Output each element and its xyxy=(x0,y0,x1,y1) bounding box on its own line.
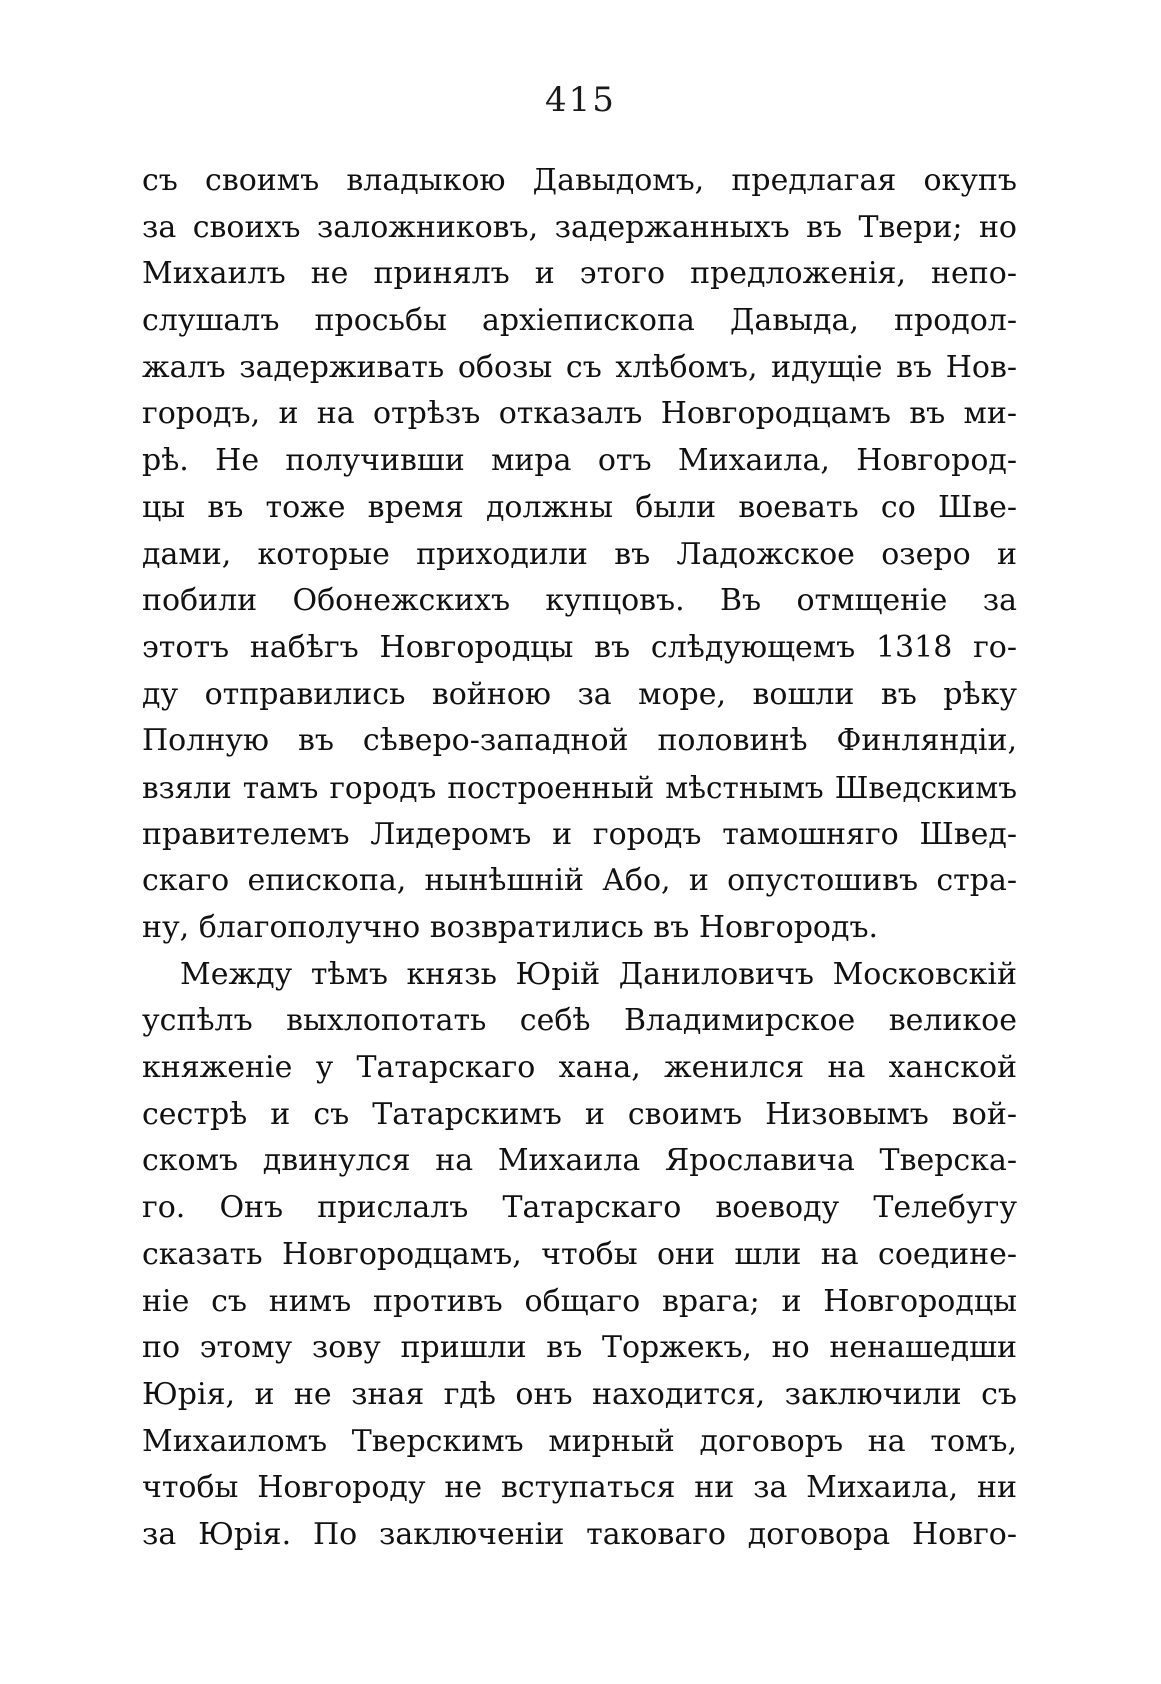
text-line: Между тѣмъ князь Юрій Даниловичъ Московскій xyxy=(180,956,1017,992)
text-line: Полную въ сѣверо-западной половинѣ Финляндіи, xyxy=(142,723,1017,759)
text-line: ду отправились войною за море, вошли въ рѣку xyxy=(142,676,1017,712)
text-line: цы въ тоже время должны были воевать со Шве- xyxy=(142,489,1017,525)
text-line: сказать Новгородцамъ, чтобы они шли на соедине- xyxy=(142,1236,1017,1272)
text-line: городъ, и на отрѣзъ отказалъ Новгородцамъ въ ми- xyxy=(142,396,1017,432)
text-line: ну, благополучно возвратились въ Новгородъ. xyxy=(142,910,879,945)
text-line: чтобы Новгороду не вступаться ни за Михаила, ни xyxy=(142,1470,1017,1506)
page-number: 415 xyxy=(545,80,616,120)
text-line: го. Онъ прислалъ Татарскаго воеводу Телебугу xyxy=(142,1190,1017,1226)
text-line: Михаилъ не принялъ и этого предложенія, непо- xyxy=(142,256,1017,292)
text-line: этотъ набѣгъ Новгородцы въ слѣдующемъ 1318 го- xyxy=(142,629,1017,665)
text-line: съ своимъ владыкою Давыдомъ, предлагая окупъ xyxy=(142,163,1017,198)
text-line: Юрія, и не зная гдѣ онъ находится, заключили съ xyxy=(142,1376,1017,1412)
text-line: Михаиломъ Тверскимъ мирный договоръ на томъ, xyxy=(142,1423,1017,1459)
paragraph-2 xyxy=(142,952,1017,1559)
text-line: сестрѣ и съ Татарскимъ и своимъ Низовымъ вой- xyxy=(142,1096,1017,1132)
text-line: ніе съ нимъ противъ общаго врага; и Новгородцы xyxy=(142,1283,1017,1319)
text-line: скомъ двинулся на Михаила Ярославича Тверска- xyxy=(142,1143,1017,1179)
text-line: дами, которые приходили въ Ладожское озеро и xyxy=(142,536,1017,572)
text-line: рѣ. Не получивши мира отъ Михаила, Новгород- xyxy=(142,443,1017,479)
text-line: скаго епископа, нынѣшній Або, и опустошивъ стра- xyxy=(142,863,1017,899)
body-text xyxy=(142,158,1017,1559)
text-line: за своихъ заложниковъ, задержанныхъ въ Твери; но xyxy=(142,209,1017,245)
text-line: побили Обонежскихъ купцовъ. Въ отмщеніе за xyxy=(142,583,1017,619)
text-line: жалъ задерживать обозы съ хлѣбомъ, идущіе въ Нов- xyxy=(142,349,1017,385)
paragraph-1 xyxy=(142,158,1017,952)
text-line: успѣлъ выхлопотать себѣ Владимирское великое xyxy=(142,1003,1017,1039)
text-line: княженіе у Татарскаго хана, женился на ханской xyxy=(142,1050,1017,1086)
text-line: за Юрія. По заключеніи таковаго договора Новго- xyxy=(142,1516,1017,1552)
text-line: взяли тамъ городъ построенный мѣстнымъ Шведскимъ xyxy=(142,770,1017,805)
text-line: по этому зову пришли въ Торжекъ, но ненашедши xyxy=(142,1330,1017,1366)
text-line: слушалъ просьбы архіепископа Давыда, продол- xyxy=(142,303,1017,339)
text-line: правителемъ Лидеромъ и городъ тамошняго Швед- xyxy=(142,816,1017,852)
